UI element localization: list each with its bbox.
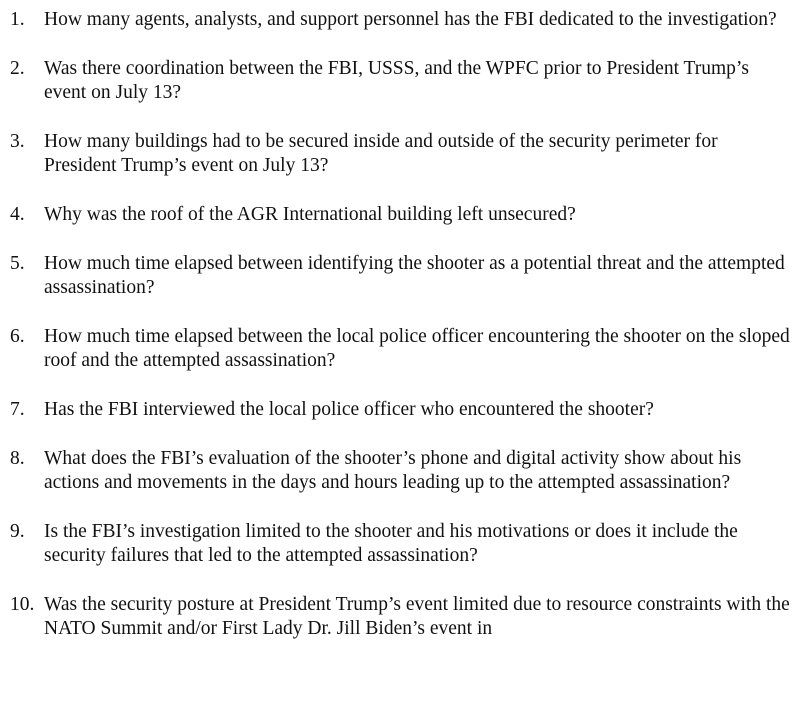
question-item [10, 130, 790, 178]
question-text: How many agents, analysts, and support personnel has the FBI dedicated to the investigation? [44, 9, 777, 30]
question-number: 9. [10, 521, 25, 542]
question-list [10, 8, 790, 641]
question-text: How many buildings had to be secured inside and outside of the security perimeter for President Trump’s event on July 13? [44, 131, 718, 176]
question-text: Why was the roof of the AGR International building left unsecured? [44, 204, 576, 225]
question-item [10, 8, 790, 32]
question-number: 6. [10, 326, 25, 347]
question-number: 7. [10, 399, 25, 420]
question-number: 10. [10, 594, 35, 615]
question-item [10, 593, 790, 641]
question-number: 1. [10, 9, 25, 30]
question-text: Has the FBI interviewed the local police officer who encountered the shooter? [44, 399, 654, 420]
question-text: How much time elapsed between identifying the shooter as a potential threat and the attempted assassination? [44, 253, 785, 298]
question-number: 3. [10, 131, 25, 152]
question-number: 2. [10, 58, 25, 79]
question-text: How much time elapsed between the local police officer encountering the shooter on the sloped roof and the attempted assassination? [44, 326, 790, 371]
question-number: 4. [10, 204, 25, 225]
question-item [10, 252, 790, 300]
question-item [10, 57, 790, 105]
question-item [10, 447, 790, 495]
question-item [10, 203, 790, 227]
question-text: What does the FBI’s evaluation of the shooter’s phone and digital activity show about his actions and movements in the days and hours leading up to the attempted assassination? [44, 448, 742, 493]
question-text: Was there coordination between the FBI, USSS, and the WPFC prior to President Trump’s event on July 13? [44, 58, 749, 103]
question-text: Was the security posture at President Trump’s event limited due to resource constraints with the NATO Summit and/or First Lady Dr. Jill Biden’s event in [44, 594, 790, 639]
question-number: 5. [10, 253, 25, 274]
question-number: 8. [10, 448, 25, 469]
question-item [10, 398, 790, 422]
question-text: Is the FBI’s investigation limited to the shooter and his motivations or does it include the security failures that led to the attempted assassination? [44, 521, 738, 566]
question-item [10, 325, 790, 373]
question-item [10, 520, 790, 568]
